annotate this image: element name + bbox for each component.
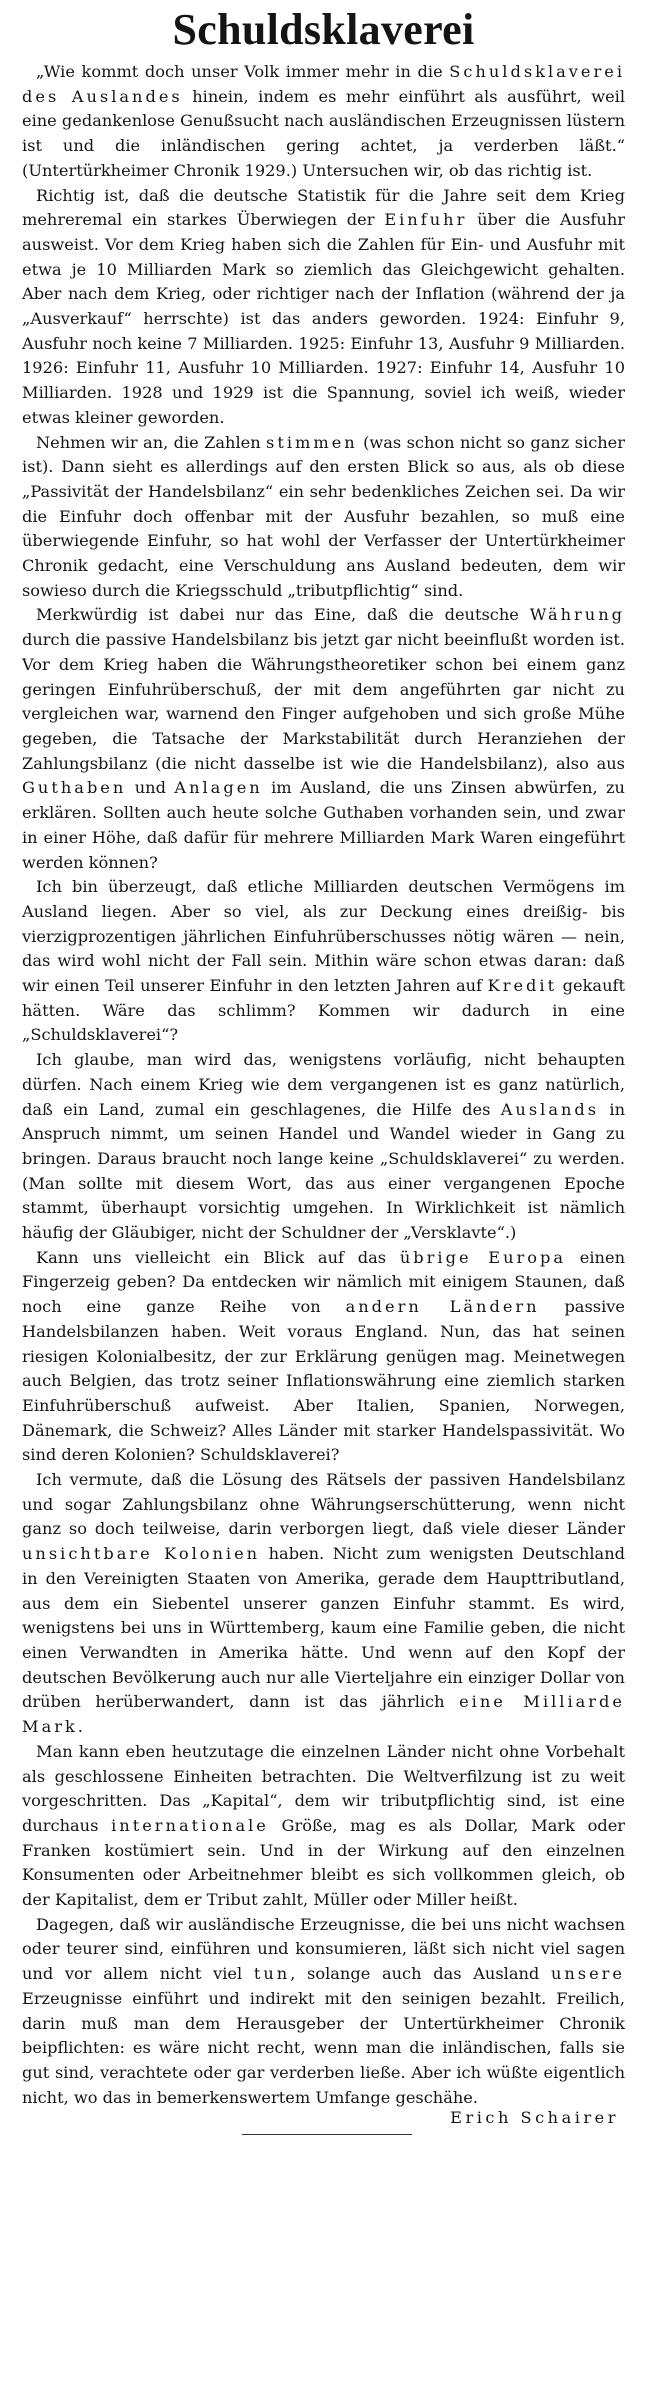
text-segment: im Ausland, die uns Zinsen abwürfen, zu erklären. Sollten auch heute solche Guthaben vorhanden sein, und zwar in einer Höhe, daß dafür für mehrere Milliarden Mark Waren eingeführt werden können? bbox=[22, 778, 625, 872]
article-footer bbox=[22, 2108, 625, 2140]
text-segment: gekauft hätten. Wäre das schlimm? Kommen wir dadurch in eine „Schuldsklaverei“? bbox=[22, 976, 625, 1045]
article-paragraph bbox=[22, 1740, 625, 1913]
text-segment: passive Handelsbilanzen haben. Weit voraus England. Nun, das hat seinen riesigen Kolonialbesitz, der zur Erklärung genügen mag. Meinetwegen auch Belgien, das trotz seiner Inflationswährung eine ziemlich starken Einfuhrüberschuß aufweist. Aber Italien, Spanien, Norwegen, Dänemark, die Schweiz? Alles Länder mit starker Handelspassivität. Wo sind deren Kolonien? Schuldsklaverei? bbox=[22, 1297, 625, 1465]
emphasized-text: tun bbox=[253, 1964, 291, 1984]
text-segment: einen Fingerzeig geben? Da entdecken wir nämlich mit einigem Staunen, daß noch eine ganze Reihe von bbox=[22, 1247, 625, 1317]
text-segment: „Wie kommt doch unser Volk immer mehr in die bbox=[36, 62, 450, 81]
text-segment: Nehmen wir an, die Zahlen bbox=[36, 432, 267, 452]
emphasized-text: eine Milliarde Mark bbox=[22, 1692, 625, 1737]
article-paragraph bbox=[22, 1913, 625, 2111]
text-segment: haben. Nicht zum wenigsten Deutschland in den Vereinigten Staaten von Amerika, gerade dem Haupttributland, aus dem ein Siebentel unserer ganzen Einfuhr stammt. Es wird, wenigstens bei uns in Württemberg, kaum eine Familie geben, die nicht einen Verwandten in Amerika hätte. Und wenn auf den Kopf der deutschen Bevölkerung auch nur alle Vierteljahre ein einziger Dollar von drüben herüberwandert, dann ist das jährlich bbox=[22, 1544, 625, 1712]
emphasized-text: Kredit bbox=[487, 976, 558, 996]
text-segment: und bbox=[126, 778, 175, 798]
emphasized-text: übrige Europa bbox=[399, 1247, 567, 1267]
article-title: Schuldsklaverei bbox=[172, 5, 475, 54]
article-paragraph bbox=[22, 1246, 625, 1468]
text-segment: Erzeugnisse einführt und indirekt mit den seinigen bezahlt. Freilich, darin muß man dem Herausgeber der Untertürkheimer Chronik beipflichten: es wäre nicht recht, wenn man die inländischen, falls sie gut sind, verachtete oder gar verderben ließe. Aber ich wüßte eigentlich nicht, wo das in bemerkenswertem Umfange geschähe. bbox=[22, 1988, 625, 2107]
article-paragraph bbox=[22, 431, 625, 604]
text-segment: Man kann eben heutzutage die einzelnen Länder nicht ohne Vorbehalt als geschlossene Einheiten betrachten. Die Weltverfilzung ist zu weit vorgeschritten. Das „Kapital“, dem wir tributpflichtig sind, ist eine durchaus bbox=[22, 1741, 625, 1835]
text-segment: . bbox=[77, 1717, 83, 1737]
article-paragraph bbox=[22, 1048, 625, 1246]
text-segment: Richtig ist, daß die deutsche Statistik für die Jahre seit dem Krieg mehreremal ein starkes Überwiegen der bbox=[22, 185, 625, 230]
emphasized-text: unsere bbox=[550, 1964, 625, 1984]
emphasized-text: Einfuhr bbox=[384, 210, 468, 230]
emphasized-text: Guthaben bbox=[22, 778, 127, 798]
text-segment: Dagegen, daß wir ausländische Erzeugnisse, die bei uns nicht wachsen oder teurer sind, einführen und konsumieren, läßt sich nicht viel sagen und vor allem nicht viel bbox=[22, 1914, 625, 1984]
article-paragraph bbox=[22, 60, 625, 184]
text-segment: (was schon nicht so ganz sicher ist). Dann sieht es allerdings auf den ersten Blick so aus, als ob diese „Passivität der Handelsbilanz“ ein sehr bedenkliches Zeichen sei. Da wir die Einfuhr doch offenbar mit der Ausfuhr bezahlen, so muß eine überwiegende Einfuhr, so hat wohl der Verfasser der Untertürkheimer Chronik gedacht, eine Verschuldung ans Ausland bedeuten, dem wir sowieso durch die Kriegsschuld „tributpflichtig“ sind. bbox=[22, 432, 625, 600]
text-segment: , solange auch das Ausland bbox=[290, 1964, 551, 1984]
article-paragraph bbox=[22, 875, 625, 1048]
emphasized-text: andern Ländern bbox=[345, 1297, 540, 1317]
emphasized-text: internationale bbox=[111, 1815, 269, 1835]
text-segment: über die Ausfuhr ausweist. Vor dem Krieg haben sich die Zahlen für Ein- und Ausfuhr mit etwa je 10 Milliarden Mark so ziemlich das Gleichgewicht gehalten. Aber nach dem Krieg, oder richtiger nach der Inflation (während der ja „Ausverkauf“ herrschte) ist das anders geworden. 1924: Einfuhr 9, Ausfuhr noch keine 7 Milliarden. 1925: Einfuhr 13, Ausfuhr 9 Milliarden. 1926: Einfuhr 11, Ausfuhr 10 Milliarden. 1927: Einfuhr 14, Ausfuhr 10 Milliarden. 1928 und 1929 ist die Spannung, soviel ich weiß, wieder etwas kleiner geworden. bbox=[22, 210, 625, 427]
text-segment: Kann uns vielleicht ein Blick auf das bbox=[36, 1247, 400, 1267]
article-paragraph bbox=[22, 603, 625, 875]
emphasized-text: Währung bbox=[529, 605, 625, 625]
article-paragraph bbox=[22, 184, 625, 431]
emphasized-text: Anlagen bbox=[174, 778, 263, 798]
text-segment: durch die passive Handelsbilanz bis jetzt gar nicht beeinflußt worden ist. Vor dem Krieg haben die Währungstheoretiker schon bei einem ganz geringen Einfuhrüberschuß, der mit dem angeführten gar nicht zu vergleichen war, warnend den Finger aufgehoben und sich große Mühe gegeben, die Tatsache der Markstabilität durch Heranziehen der Zahlungsbilanz (die nicht dasselbe ist wie die Handelsbilanz), also aus bbox=[22, 630, 625, 773]
emphasized-text: Schuldsklaverei des Auslandes bbox=[22, 62, 625, 106]
text-segment: Ich bin überzeugt, daß etliche Milliarden deutschen Vermögens im Ausland liegen. Aber so viel, als zur Deckung eines dreißig- bis vierzigprozentigen jährlichen Einfuhrüberschusses nötig wären — nein, das wird wohl nicht der Fall sein. Mithin wäre schon etwas daran: daß wir einen Teil unserer Einfuhr in den letzten Jahren auf bbox=[22, 877, 625, 996]
emphasized-text: stimmen bbox=[266, 432, 358, 452]
text-segment: Ich vermute, daß die Lösung des Rätsels der passiven Handelsbilanz und sogar Zahlungsbilanz ohne Währungserschütterung, wenn nicht ganz so doch teilweise, darin verborgen liegt, daß viele dieser Länder bbox=[22, 1470, 625, 1539]
article-body bbox=[22, 60, 625, 2110]
text-segment: Ich glaube, man wird das, wenigstens vorläufig, nicht behaupten dürfen. Nach einem Krieg wie dem vergangenen ist es ganz natürlich, daß ein Land, zumal ein geschlagenes, die Hilfe des bbox=[22, 1050, 625, 1119]
divider-rule bbox=[242, 2134, 412, 2135]
emphasized-text: unsichtbare Kolonien bbox=[22, 1544, 261, 1564]
text-segment: in Anspruch nimmt, um seinen Handel und Wandel wieder in Gang zu bringen. Daraus braucht noch lange keine „Schuldsklaverei“ zu werden. (Man sollte mit diesem Wort, das aus einer vergangenen Epoche stammt, überhaupt vorsichtig umgehen. In Wirklichkeit ist nämlich häufig der Gläubiger, nicht der Schuldner der „Versklavte“.) bbox=[22, 1099, 625, 1243]
text-segment: Merkwürdig ist dabei nur das Eine, daß die deutsche bbox=[36, 605, 530, 625]
author-signature: Erich Schairer bbox=[450, 2108, 619, 2128]
text-segment: hinein, indem es mehr einführt als ausführt, weil eine gedankenlose Genußsucht nach ausländischen Erzeugnissen lüstern ist und die inländischen gering achtet, ja verderben läßt.“ (Untertürkheimer Chronik 1929.) Untersuchen wir, ob das richtig ist. bbox=[22, 86, 626, 180]
emphasized-text: Auslands bbox=[500, 1099, 600, 1119]
article-paragraph bbox=[22, 1468, 625, 1740]
text-segment: Größe, mag es als Dollar, Mark oder Franken kostümiert sein. Und in der Wirkung auf den einzelnen Konsumenten oder Arbeitnehmer bleibt es sich vollkommen gleich, ob der Kapitalist, dem er Tribut zahlt, Müller oder Miller heißt. bbox=[22, 1815, 626, 1910]
